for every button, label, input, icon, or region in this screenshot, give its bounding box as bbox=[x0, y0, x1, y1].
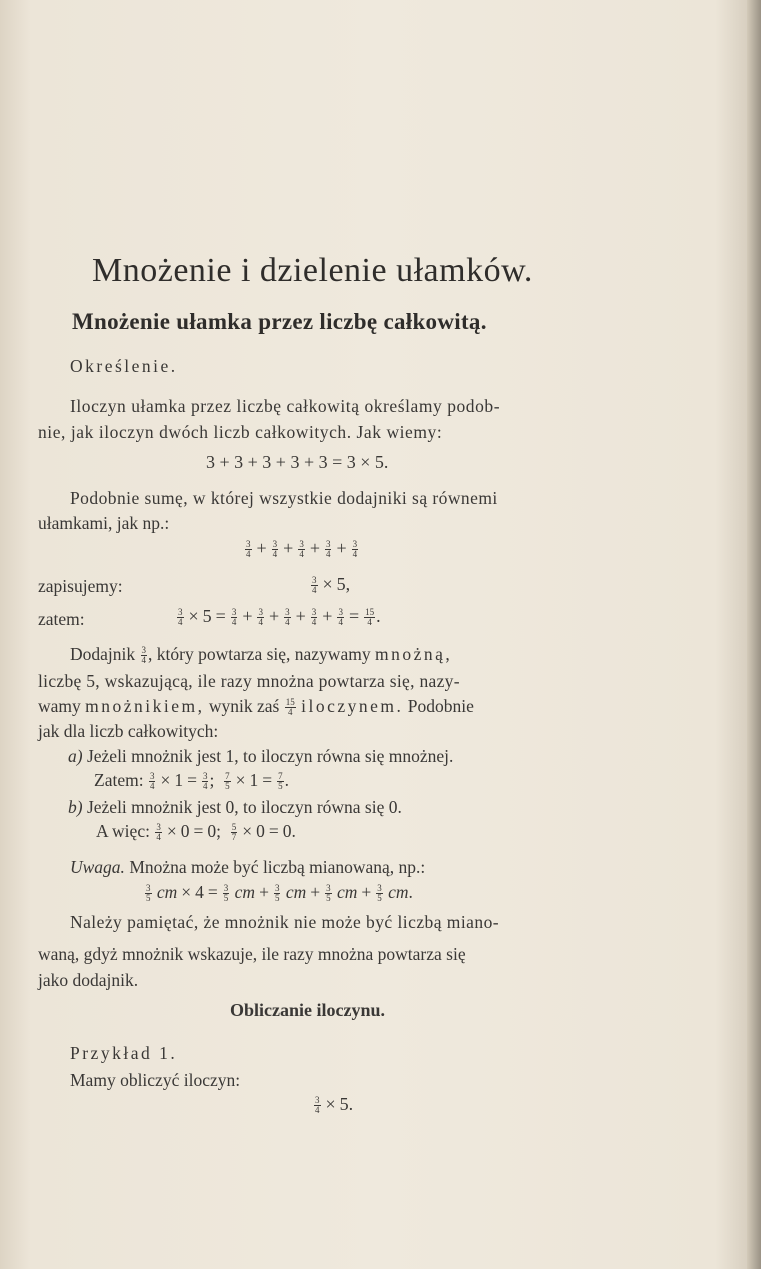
example-label: Przykład 1. bbox=[70, 1043, 178, 1063]
paragraph-2-line-1: Podobnie sumę, w której wszystkie dodajniki są równemi bbox=[70, 488, 498, 508]
paragraph-3-line-3: wamy mnożnikiem, wynik zaś $\frac{15}{4}$ iloczynem. Podobnie bbox=[38, 696, 474, 718]
label-zapisujemy: zapisujemy: bbox=[38, 576, 123, 596]
fraction: $\frac{3}{4}$ bbox=[299, 539, 304, 560]
rule-b-example: A więc: $\frac{3}{4}$ × 0 = 0; $\frac{5}{7}$ × 0 = 0. bbox=[96, 821, 296, 843]
fraction: $\frac{3}{4}$ bbox=[156, 822, 161, 843]
fraction: $\frac{3}{5}$ bbox=[377, 883, 382, 904]
fraction: $\frac{3}{4}$ bbox=[352, 539, 358, 560]
fraction: $\frac{15}{4}$ bbox=[285, 697, 295, 718]
definition-label: Określenie. bbox=[70, 356, 178, 376]
paragraph-1-line-1: Iloczyn ułamka przez liczbę całkowitą określamy podob- bbox=[70, 396, 501, 416]
fraction: $\frac{3}{4}$ bbox=[141, 645, 147, 666]
rule-b: b) Jeżeli mnożnik jest 0, to iloczyn równa się 0. bbox=[68, 797, 402, 817]
fraction: $\frac{3}{5}$ bbox=[223, 883, 229, 904]
paragraph-3-line-2: liczbę 5, wskazującą, ile razy mnożna powtarza się, nazy- bbox=[38, 671, 460, 691]
paragraph-4-line-1: Należy pamiętać, że mnożnik nie może być liczbą miano- bbox=[70, 912, 500, 932]
fraction: $\frac{3}{5}$ bbox=[146, 883, 151, 904]
fraction: $\frac{3}{4}$ bbox=[258, 607, 263, 628]
paragraph-3-line-1: Dodajnik $\frac{3}{4}$ , który powtarza się, nazywamy mnożną, bbox=[70, 644, 453, 666]
fraction: $\frac{5}{7}$ bbox=[231, 822, 237, 843]
note-uwaga: Uwaga. Mnożna może być liczbą mianowaną, np.: bbox=[70, 857, 426, 877]
fraction: $\frac{3}{4}$ bbox=[178, 607, 183, 628]
paragraph-3-line-4: jak dla liczb całkowitych: bbox=[38, 721, 219, 741]
example-equation: $\frac{3}{4}$ × 5. bbox=[315, 1094, 354, 1116]
fraction: $\frac{3}{5}$ bbox=[274, 883, 280, 904]
paragraph-4-line-3: jako dodajnik. bbox=[38, 970, 139, 990]
fraction: $\frac{3}{4}$ bbox=[312, 575, 317, 596]
fraction: $\frac{3}{4}$ bbox=[285, 607, 290, 628]
fraction: $\frac{3}{4}$ bbox=[311, 607, 317, 628]
label-zatem: zatem: bbox=[38, 609, 85, 629]
fraction: $\frac{3}{4}$ bbox=[338, 607, 343, 628]
fraction: $\frac{3}{5}$ bbox=[326, 883, 331, 904]
equation-fraction-sum: $\frac{3}{4}$ + $\frac{3}{4}$ + $\frac{3}{4}$ + $\frac{3}{4}$ + $\frac{3}{4}$ bbox=[246, 538, 358, 560]
fraction: $\frac{3}{4}$ bbox=[231, 607, 237, 628]
fraction: $\frac{3}{4}$ bbox=[272, 539, 278, 560]
equation-named-quantity: $\frac{3}{5}$ cm × 4 = $\frac{3}{5}$ cm + $\frac{3}{5}$ cm + $\frac{3}{5}$ cm + $\frac{3}{5}$ cm. bbox=[146, 882, 413, 904]
fraction: $\frac{3}{4}$ bbox=[149, 771, 155, 792]
fraction: $\frac{7}{5}$ bbox=[278, 771, 283, 792]
fraction: $\frac{3}{4}$ bbox=[202, 771, 208, 792]
equation-expansion: $\frac{3}{4}$ × 5 = $\frac{3}{4}$ + $\frac{3}{4}$ + $\frac{3}{4}$ + $\frac{3}{4}$ + $\frac{3}{4}$ = $\frac{15}{4}$ . bbox=[178, 606, 381, 628]
paragraph-2-line-2: ułamkami, jak np.: bbox=[38, 513, 170, 533]
rule-a: a) Jeżeli mnożnik jest 1, to iloczyn równa się mnożnej. bbox=[68, 746, 454, 766]
paragraph-4-line-2: waną, gdyż mnożnik wskazuje, ile razy mnożna powtarza się bbox=[38, 944, 466, 964]
section-heading: Mnożenie ułamka przez liczbę całkowitą. bbox=[72, 309, 487, 334]
fraction: $\frac{3}{4}$ bbox=[325, 539, 331, 560]
paragraph-1-line-2: nie, jak iloczyn dwóch liczb całkowitych. Jak wiemy: bbox=[38, 422, 443, 442]
rule-a-example: Zatem: $\frac{3}{4}$ × 1 = $\frac{3}{4}$ ; $\frac{7}{5}$ × 1 = $\frac{7}{5}$ . bbox=[94, 770, 289, 792]
page-title: Mnożenie i dzielenie ułamków. bbox=[92, 252, 533, 289]
subsection-title: Obliczanie iloczynu. bbox=[230, 1000, 385, 1020]
equation-integer-sum: 3 + 3 + 3 + 3 + 3 = 3 × 5. bbox=[206, 452, 389, 472]
fraction: $\frac{3}{4}$ bbox=[315, 1095, 320, 1116]
example-text: Mamy obliczyć iloczyn: bbox=[70, 1070, 241, 1090]
equation-product: $\frac{3}{4}$ × 5, bbox=[312, 574, 351, 596]
fraction: $\frac{7}{5}$ bbox=[225, 771, 230, 792]
fraction: $\frac{3}{4}$ bbox=[246, 539, 251, 560]
fraction: $\frac{15}{4}$ bbox=[365, 607, 375, 628]
page-edge-shadow bbox=[747, 0, 761, 1269]
